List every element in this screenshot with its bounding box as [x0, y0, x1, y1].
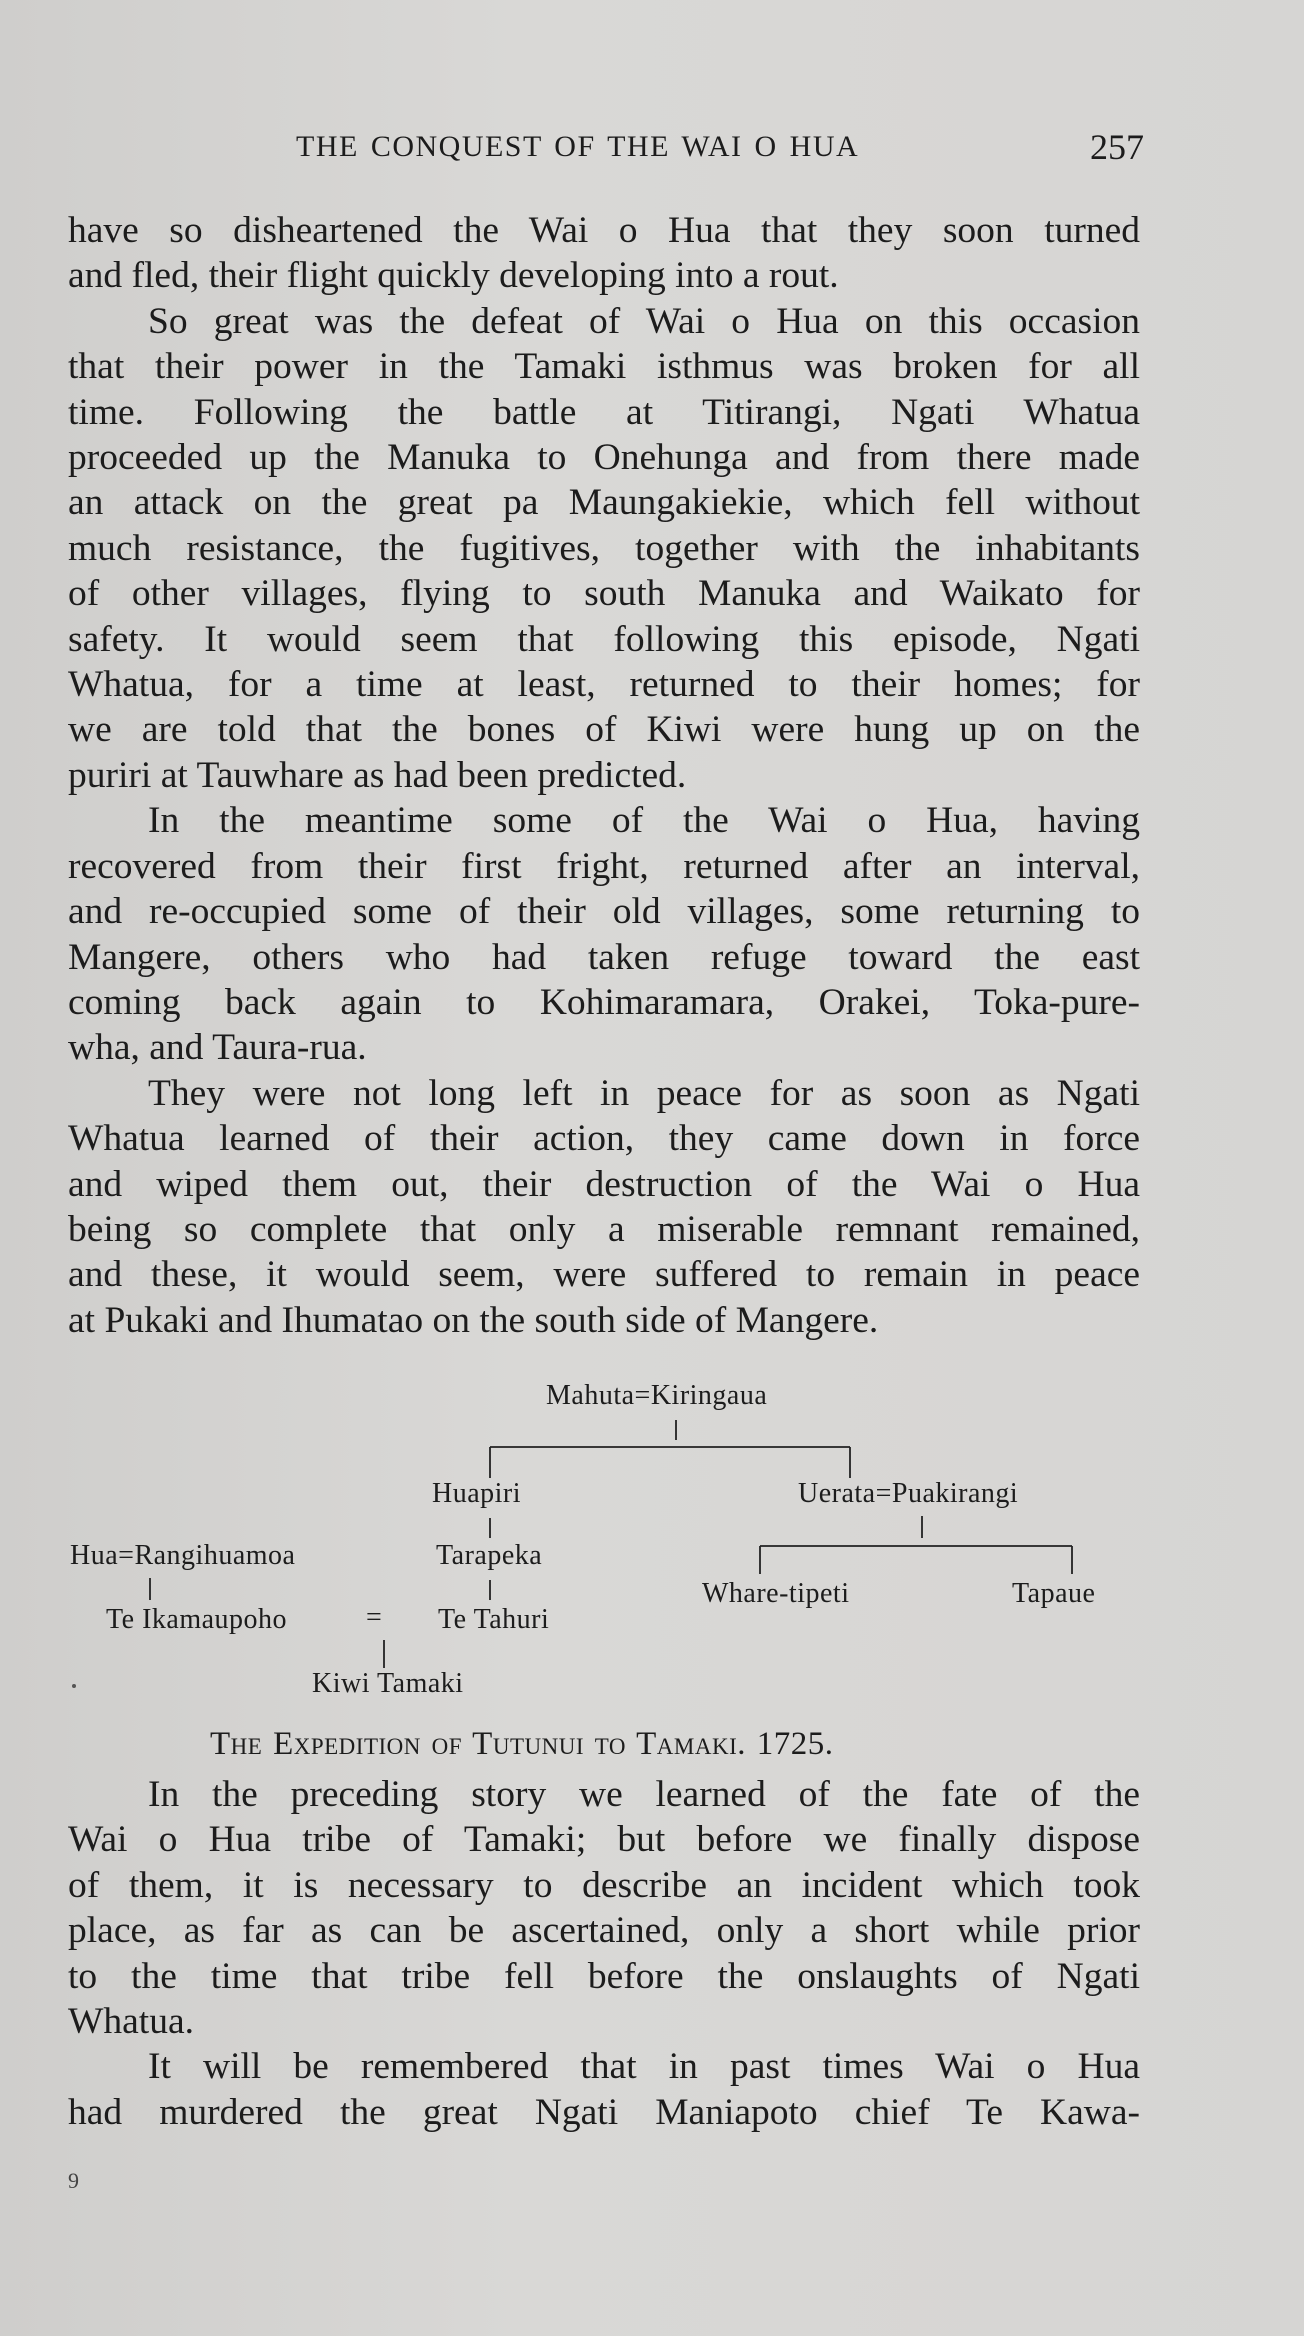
section-heading: The Expedition of Tutunui to Tamaki. 1725. — [210, 1726, 834, 1762]
node-te-ikamaupoho: Te Ikamaupoho — [106, 1604, 288, 1635]
text-line: Mangere, others who had taken refuge toward the east — [68, 936, 1140, 978]
text-line: proceeded up the Manuka to Onehunga and from there made — [68, 437, 1140, 479]
stray-dot — [72, 1684, 76, 1688]
node-uerata-puakirangi: Uerata=Puakirangi — [798, 1478, 1019, 1509]
text-line: and fled, their flight quickly developing into a rout. — [68, 255, 839, 297]
text-line: at Pukaki and Ihumatao on the south side of Mangere. — [68, 1299, 879, 1341]
text-line: we are told that the bones of Kiwi were hung up on the — [68, 709, 1140, 751]
running-title: THE CONQUEST OF THE WAI O HUA — [296, 130, 860, 163]
text-line: that their power in the Tamaki isthmus was broken for all — [68, 346, 1140, 388]
page-header — [68, 126, 1144, 166]
text-line: had murdered the great Ngati Maniapoto chief Te Kawa- — [68, 2091, 1140, 2133]
text-line: It will be remembered that in past times Wai o Hua — [148, 2046, 1140, 2088]
text-line: puriri at Tauwhare as had been predicted. — [68, 754, 687, 796]
text-line: coming back again to Kohimaramara, Orakei, Toka-pure- — [68, 981, 1140, 1023]
node-kiwi-tamaki: Kiwi Tamaki — [312, 1668, 464, 1699]
text-line: being so complete that only a miserable remnant remained, — [68, 1208, 1140, 1250]
text-line: In the meantime some of the Wai o Hua, having — [148, 800, 1140, 842]
node-tarapeka: Tarapeka — [436, 1540, 543, 1571]
text-line: time. Following the battle at Titirangi, Ngati Whatua — [68, 391, 1140, 433]
node-marriage-sign: = — [366, 1602, 383, 1633]
text-line: wha, and Taura-rua. — [68, 1027, 367, 1069]
node-whare-tipeti: Whare-tipeti — [702, 1578, 850, 1609]
text-line: So great was the defeat of Wai o Hua on this occasion — [148, 300, 1140, 342]
text-line: Wai o Hua tribe of Tamaki; but before we finally dispose — [68, 1819, 1140, 1861]
text-block-2 — [68, 1772, 1140, 2135]
text-line: place, as far as can be ascertained, only a short while prior — [68, 1910, 1140, 1952]
node-te-tahuri: Te Tahuri — [438, 1604, 550, 1635]
signature-mark: 9 — [68, 2168, 79, 2193]
text-line: and re-occupied some of their old villages, some returning to — [68, 891, 1140, 933]
node-hua-rangihuamoa: Hua=Rangihuamoa — [70, 1540, 296, 1571]
text-line: safety. It would seem that following this episode, Ngati — [68, 618, 1140, 660]
text-line: of them, it is necessary to describe an incident which took — [68, 1864, 1140, 1906]
text-block-1 — [68, 208, 1140, 1343]
text-line: much resistance, the fugitives, together with the inhabitants — [68, 527, 1140, 569]
text-line: In the preceding story we learned of the fate of the — [148, 1774, 1140, 1815]
text-line: of other villages, flying to south Manuka and Waikato for — [68, 573, 1140, 615]
node-mahuta-kiringaua: Mahuta=Kiringaua — [546, 1380, 768, 1411]
text-line: They were not long left in peace for as soon as Ngati — [148, 1072, 1140, 1114]
text-line: recovered from their first fright, returned after an interval, — [68, 845, 1140, 887]
text-line: Whatua, for a time at least, returned to their homes; for — [68, 664, 1140, 706]
text-line: Whatua learned of their action, they came down in force — [68, 1118, 1140, 1160]
text-line: to the time that tribe fell before the onslaughts of Ngati — [68, 1955, 1140, 1997]
text-line: and these, it would seem, were suffered to remain in peace — [68, 1254, 1140, 1296]
text-line: and wiped them out, their destruction of the Wai o Hua — [68, 1163, 1140, 1205]
node-huapiri: Huapiri — [432, 1478, 522, 1509]
node-tapaue: Tapaue — [1012, 1578, 1096, 1609]
text-line: have so disheartened the Wai o Hua that they soon turned — [68, 210, 1140, 251]
text-line: Whatua. — [68, 2001, 194, 2043]
page-number: 257 — [1090, 127, 1144, 167]
text-line: an attack on the great pa Maungakiekie, which fell without — [68, 482, 1140, 524]
